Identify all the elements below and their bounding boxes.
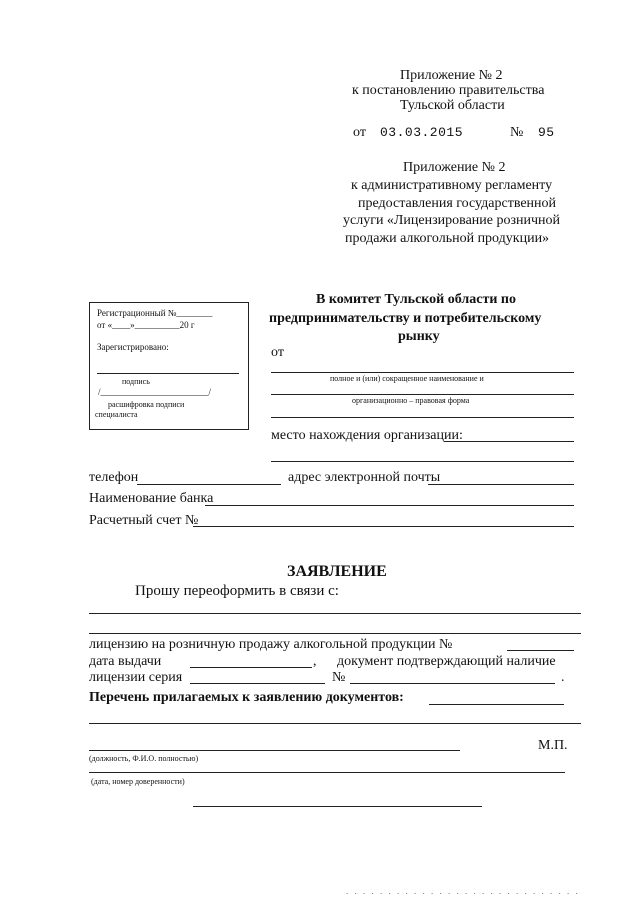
- reg-annex-line-2: к административному регламенту: [351, 178, 553, 193]
- license-line-text: лицензию на розничную продажу алкогольной продукции №: [89, 637, 453, 652]
- license-series-line[interactable]: [190, 683, 325, 684]
- issue-date-line[interactable]: [190, 667, 312, 668]
- registered-label: Зарегистрировано:: [97, 342, 169, 352]
- statement-title: ЗАЯВЛЕНИЕ: [287, 563, 387, 580]
- reg-annex-line-4: услуги «Лицензирование розничной: [343, 213, 561, 228]
- org-name-caption: полное и (или) сокращенное наименование и: [330, 374, 484, 383]
- org-name-line[interactable]: [271, 372, 574, 373]
- location-extra-line[interactable]: [271, 461, 574, 462]
- phone-label: телефон: [89, 470, 139, 485]
- from-label: от: [271, 345, 284, 360]
- decree-number: 95: [538, 125, 555, 140]
- email-label: адрес электронной почты: [288, 470, 441, 485]
- request-text: Прошу переоформить в связи с:: [135, 583, 339, 599]
- document-label: документ подтверждающий наличие: [337, 654, 556, 669]
- addressee-line-2: предпринимательству и потребительскому: [269, 311, 542, 326]
- bank-input-line[interactable]: [205, 505, 574, 506]
- decree-date: 03.03.2015: [380, 125, 464, 140]
- mp-label: М.П.: [538, 738, 568, 753]
- signature-line[interactable]: [97, 373, 239, 374]
- reason-line-1[interactable]: [89, 613, 581, 614]
- license-series-label: лицензии серия: [89, 670, 183, 685]
- reg-number-field[interactable]: Регистрационный №________: [97, 308, 213, 318]
- email-input-line[interactable]: [428, 484, 574, 485]
- annex-line-3: Тульской области: [400, 98, 505, 113]
- date-power-caption: (дата, номер доверенности): [91, 777, 185, 786]
- reg-annex-line-5: продажи алкогольной продукции»: [345, 231, 550, 246]
- registration-box: [89, 302, 249, 430]
- account-label: Расчетный счет №: [89, 513, 199, 528]
- license-number-line[interactable]: [507, 650, 574, 651]
- bottom-line[interactable]: [193, 806, 482, 807]
- position-caption: (должность, Ф.И.О. полностью): [89, 754, 199, 763]
- account-input-line[interactable]: [193, 526, 574, 527]
- annex-line-2: к постановлению правительства: [352, 83, 545, 98]
- docs-list-line[interactable]: [429, 704, 564, 705]
- date-prefix: от: [353, 125, 366, 140]
- org-form-caption: организационно – правовая форма: [352, 396, 470, 405]
- addressee-line-3: рынку: [398, 329, 440, 344]
- end-dot: .: [561, 670, 565, 685]
- scan-artifact: . . . . . . . . . . . . . . . . . . . . . . . . . . . .: [346, 886, 580, 896]
- extra-line[interactable]: [271, 417, 574, 418]
- annex-line-1: Приложение № 2: [400, 68, 503, 83]
- reg-annex-line-1: Приложение № 2: [403, 160, 506, 175]
- date-power-line[interactable]: [89, 772, 565, 773]
- location-label: место нахождения организации:: [271, 428, 463, 443]
- issue-date-label: дата выдачи: [89, 654, 162, 669]
- location-input-line[interactable]: [444, 441, 574, 442]
- number-prefix: №: [510, 125, 524, 140]
- reg-annex-line-3: предоставления государственной: [358, 196, 557, 211]
- docs-list-label: Перечень прилагаемых к заявлению документов:: [89, 690, 404, 705]
- decoding-slashes[interactable]: /________________________/: [98, 387, 212, 397]
- reg-date-field[interactable]: от «____»__________20 г: [97, 320, 195, 330]
- signature-caption: подпись: [122, 377, 150, 386]
- phone-input-line[interactable]: [137, 484, 281, 485]
- reason-line-2[interactable]: [89, 633, 581, 634]
- specialist-caption: специалиста: [95, 410, 138, 419]
- position-line[interactable]: [89, 750, 460, 751]
- org-form-line[interactable]: [271, 394, 574, 395]
- bank-label: Наименование банка: [89, 491, 214, 506]
- decoding-caption: расшифровка подписи: [108, 400, 185, 409]
- license-number-2-line[interactable]: [350, 683, 555, 684]
- addressee-line-1: В комитет Тульской области по: [316, 292, 516, 307]
- comma: ,: [313, 654, 317, 669]
- docs-extra-line[interactable]: [89, 723, 581, 724]
- number-sign: №: [332, 670, 346, 685]
